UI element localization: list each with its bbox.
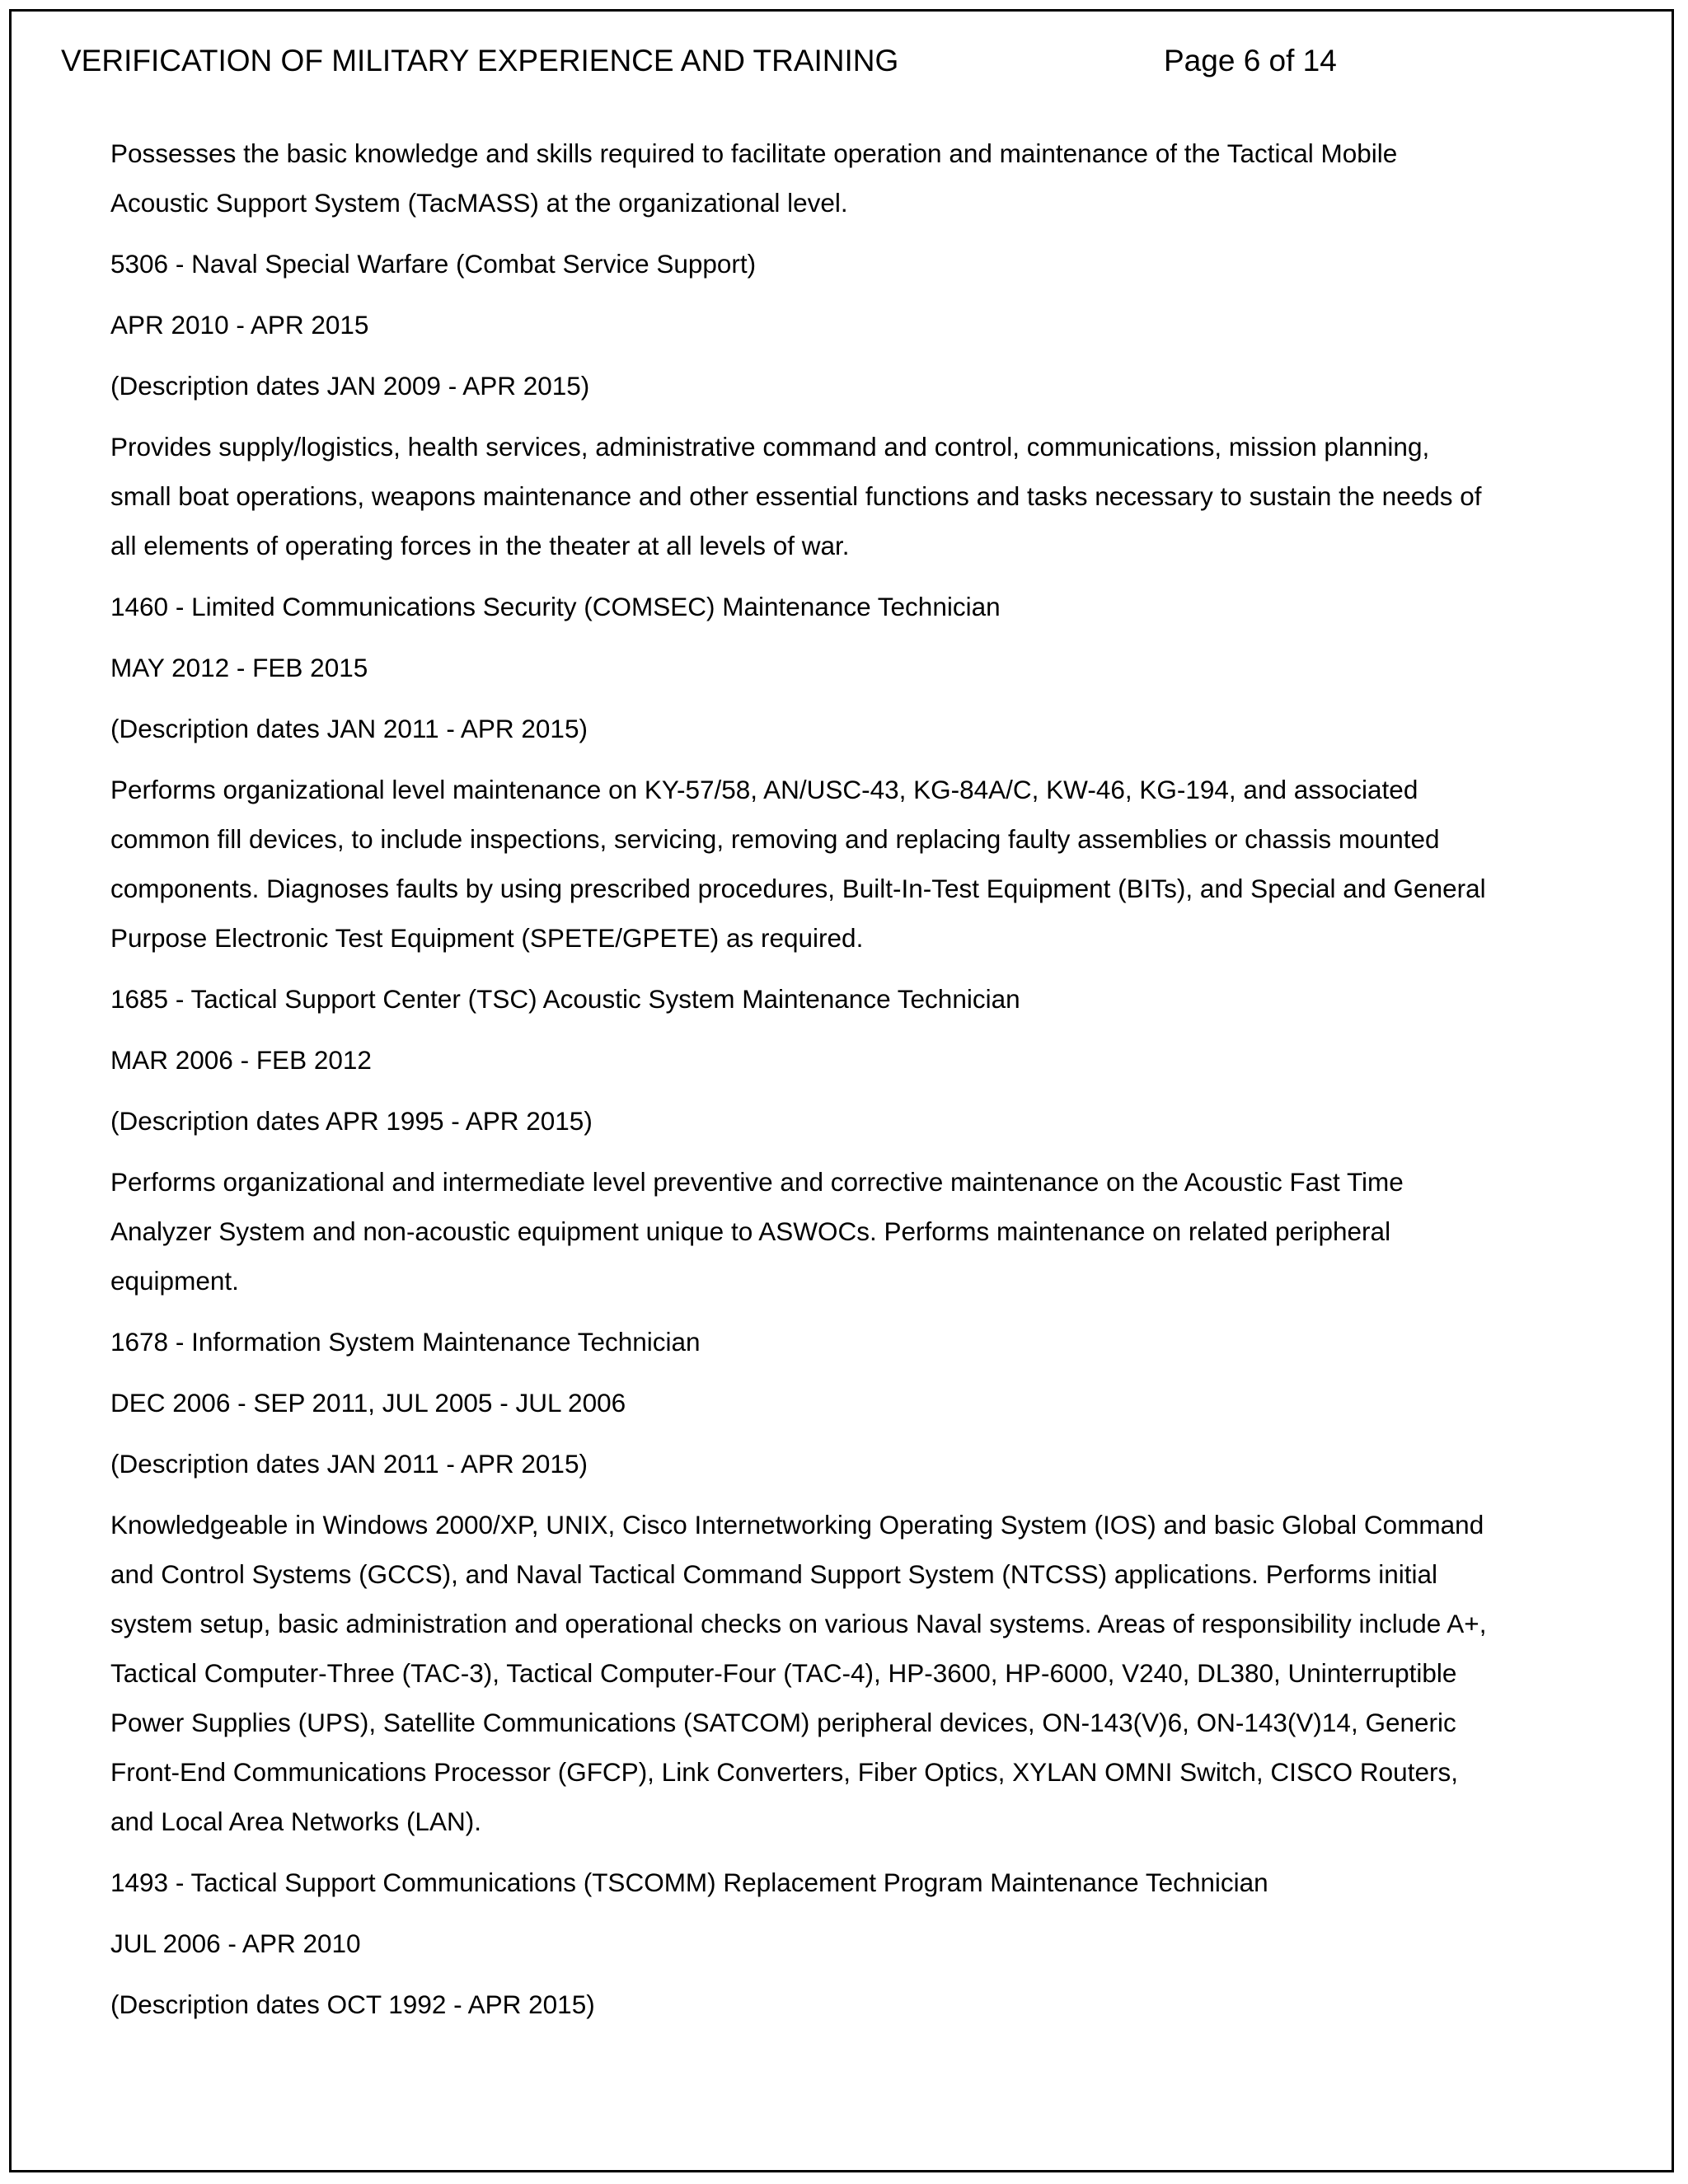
paragraph	[110, 422, 1594, 570]
text-line: Performs organizational level maintenance on KY-57/58, AN/USC-43, KG-84A/C, KW-46, KG-194, and associated	[110, 775, 1418, 804]
paragraph	[110, 643, 1594, 692]
paragraph	[110, 704, 1594, 753]
text-line: Power Supplies (UPS), Satellite Communications (SATCOM) peripheral devices, ON-143(V)6, ON-143(V)14, Generic	[110, 1708, 1456, 1737]
document-header	[61, 41, 1627, 81]
text-line: Knowledgeable in Windows 2000/XP, UNIX, Cisco Internetworking Operating System (IOS) and basic Global Command	[110, 1510, 1484, 1540]
text-line: (Description dates JAN 2011 - APR 2015)	[110, 714, 588, 743]
text-line: DEC 2006 - SEP 2011, JUL 2005 - JUL 2006	[110, 1388, 626, 1418]
document-body	[110, 129, 1594, 2041]
text-line: Front-End Communications Processor (GFCP), Link Converters, Fiber Optics, XYLAN OMNI Switch, CISCO Routers,	[110, 1757, 1458, 1787]
text-line: and Control Systems (GCCS), and Naval Tactical Command Support System (NTCSS) applications. Performs initial	[110, 1559, 1437, 1589]
paragraph	[110, 1500, 1594, 1846]
paragraph	[110, 1096, 1594, 1146]
text-line: MAR 2006 - FEB 2012	[110, 1045, 372, 1075]
text-line: and Local Area Networks (LAN).	[110, 1807, 481, 1836]
text-line: system setup, basic administration and operational checks on various Naval systems. Areas of responsibility include A+,	[110, 1609, 1487, 1638]
text-line: 1685 - Tactical Support Center (TSC) Acoustic System Maintenance Technician	[110, 984, 1020, 1014]
text-line: 1493 - Tactical Support Communications (TSCOMM) Replacement Program Maintenance Technician	[110, 1868, 1268, 1897]
paragraph	[110, 1858, 1594, 1907]
text-line: equipment.	[110, 1266, 239, 1296]
paragraph	[110, 974, 1594, 1024]
paragraph	[110, 1919, 1594, 1968]
paragraph	[110, 1157, 1594, 1305]
text-line: (Description dates JAN 2011 - APR 2015)	[110, 1449, 588, 1479]
text-line: 1460 - Limited Communications Security (COMSEC) Maintenance Technician	[110, 592, 1001, 621]
text-line: JUL 2006 - APR 2010	[110, 1929, 361, 1958]
text-line: (Description dates APR 1995 - APR 2015)	[110, 1106, 593, 1136]
text-line: MAY 2012 - FEB 2015	[110, 653, 368, 682]
text-line: 5306 - Naval Special Warfare (Combat Service Support)	[110, 249, 757, 279]
paragraph	[110, 1980, 1594, 2029]
paragraph	[110, 1035, 1594, 1085]
text-line: Performs organizational and intermediate level preventive and corrective maintenance on the Acoustic Fast Time	[110, 1167, 1404, 1197]
paragraph	[110, 1439, 1594, 1488]
paragraph	[110, 1378, 1594, 1427]
page-number: Page 6 of 14	[1164, 44, 1337, 77]
text-line: Acoustic Support System (TacMASS) at the organizational level.	[110, 188, 848, 218]
text-line: Analyzer System and non-acoustic equipment unique to ASWOCs. Performs maintenance on related peripheral	[110, 1216, 1391, 1246]
paragraph	[110, 129, 1594, 227]
paragraph	[110, 1317, 1594, 1366]
text-line: 1678 - Information System Maintenance Technician	[110, 1327, 701, 1357]
text-line: common fill devices, to include inspections, servicing, removing and replacing faulty assemblies or chassis mounted	[110, 824, 1440, 854]
paragraph	[110, 765, 1594, 963]
text-line: components. Diagnoses faults by using prescribed procedures, Built-In-Test Equipment (BITs), and Special and General	[110, 874, 1486, 903]
text-line: (Description dates OCT 1992 - APR 2015)	[110, 1990, 595, 2019]
paragraph	[110, 361, 1594, 410]
text-line: (Description dates JAN 2009 - APR 2015)	[110, 371, 590, 401]
paragraph	[110, 239, 1594, 288]
text-line: Provides supply/logistics, health services, administrative command and control, communications, mission planning,	[110, 432, 1430, 462]
text-line: Tactical Computer-Three (TAC-3), Tactical Computer-Four (TAC-4), HP-3600, HP-6000, V240, DL380, Uninterruptible	[110, 1658, 1457, 1688]
document-title: VERIFICATION OF MILITARY EXPERIENCE AND TRAINING	[61, 44, 899, 77]
text-line: small boat operations, weapons maintenance and other essential functions and tasks necessary to sustain the needs of	[110, 481, 1482, 511]
text-line: Purpose Electronic Test Equipment (SPETE/GPETE) as required.	[110, 923, 864, 953]
text-line: Possesses the basic knowledge and skills required to facilitate operation and maintenance of the Tactical Mobile	[110, 138, 1398, 168]
text-line: APR 2010 - APR 2015	[110, 310, 369, 340]
text-line: all elements of operating forces in the theater at all levels of war.	[110, 531, 850, 560]
paragraph	[110, 582, 1594, 631]
paragraph	[110, 300, 1594, 349]
